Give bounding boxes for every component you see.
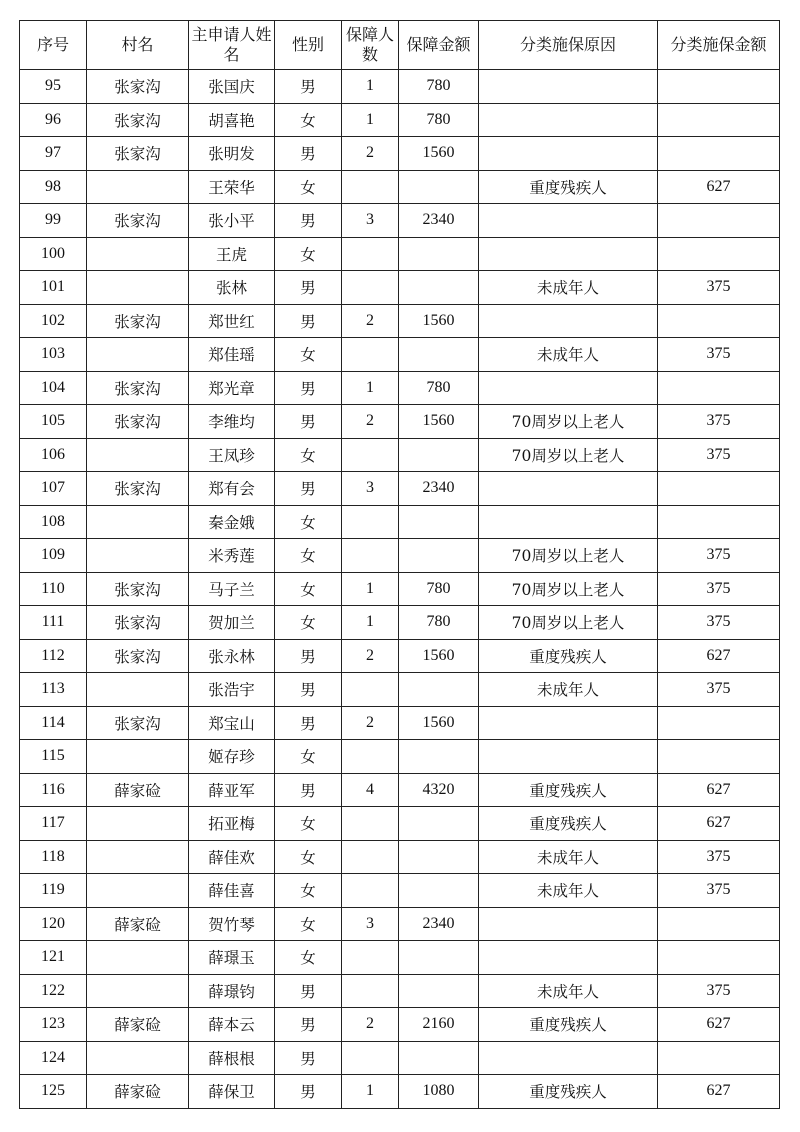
serial-cell: 124 bbox=[20, 1041, 87, 1075]
extra-amount-cell: 627 bbox=[658, 170, 780, 204]
serial-cell: 118 bbox=[20, 840, 87, 874]
amount-cell: 4320 bbox=[399, 773, 479, 807]
extra-amount-cell bbox=[658, 472, 780, 506]
reason-cell: 重度残疾人 bbox=[479, 807, 658, 841]
extra-amount-cell: 627 bbox=[658, 807, 780, 841]
village-cell: 张家沟 bbox=[87, 639, 189, 673]
amount-cell bbox=[399, 874, 479, 908]
table-row bbox=[20, 137, 780, 171]
amount-cell: 780 bbox=[399, 103, 479, 137]
extra-amount-cell: 375 bbox=[658, 338, 780, 372]
serial-cell: 102 bbox=[20, 304, 87, 338]
village-cell bbox=[87, 271, 189, 305]
table-row bbox=[20, 1008, 780, 1042]
header-row bbox=[20, 21, 780, 70]
gender-cell: 女 bbox=[275, 807, 342, 841]
reason-cell: 70周岁以上老人 bbox=[479, 539, 658, 573]
applicant-name-cell: 张国庆 bbox=[189, 70, 275, 104]
gender-cell: 男 bbox=[275, 773, 342, 807]
serial-cell: 112 bbox=[20, 639, 87, 673]
serial-cell: 115 bbox=[20, 740, 87, 774]
person-count-cell: 2 bbox=[342, 304, 399, 338]
header-cell: 序号 bbox=[20, 21, 87, 70]
gender-cell: 男 bbox=[275, 204, 342, 238]
extra-amount-cell: 627 bbox=[658, 1008, 780, 1042]
reason-cell: 70周岁以上老人 bbox=[479, 405, 658, 439]
applicant-name-cell: 薛璟玉 bbox=[189, 941, 275, 975]
amount-cell: 780 bbox=[399, 606, 479, 640]
reason-cell bbox=[479, 204, 658, 238]
village-cell bbox=[87, 237, 189, 271]
table-row bbox=[20, 70, 780, 104]
person-count-cell: 2 bbox=[342, 405, 399, 439]
person-count-cell bbox=[342, 271, 399, 305]
serial-cell: 109 bbox=[20, 539, 87, 573]
person-count-cell: 2 bbox=[342, 1008, 399, 1042]
table-row bbox=[20, 606, 780, 640]
gender-cell: 女 bbox=[275, 572, 342, 606]
amount-cell bbox=[399, 170, 479, 204]
reason-cell: 未成年人 bbox=[479, 874, 658, 908]
table-row bbox=[20, 539, 780, 573]
serial-cell: 105 bbox=[20, 405, 87, 439]
applicant-name-cell: 秦金娥 bbox=[189, 505, 275, 539]
serial-cell: 107 bbox=[20, 472, 87, 506]
gender-cell: 女 bbox=[275, 740, 342, 774]
village-cell bbox=[87, 1041, 189, 1075]
amount-cell bbox=[399, 941, 479, 975]
reason-cell: 70周岁以上老人 bbox=[479, 572, 658, 606]
person-count-cell bbox=[342, 338, 399, 372]
reason-cell bbox=[479, 706, 658, 740]
serial-cell: 125 bbox=[20, 1075, 87, 1109]
gender-cell: 男 bbox=[275, 304, 342, 338]
table-row bbox=[20, 204, 780, 238]
gender-cell: 女 bbox=[275, 237, 342, 271]
person-count-cell: 3 bbox=[342, 472, 399, 506]
extra-amount-cell: 375 bbox=[658, 606, 780, 640]
reason-cell: 未成年人 bbox=[479, 974, 658, 1008]
reason-cell bbox=[479, 371, 658, 405]
person-count-cell: 1 bbox=[342, 606, 399, 640]
header-cell: 主申请人姓名 bbox=[189, 21, 275, 70]
applicant-name-cell: 张浩宇 bbox=[189, 673, 275, 707]
amount-cell: 2340 bbox=[399, 472, 479, 506]
applicant-name-cell: 王荣华 bbox=[189, 170, 275, 204]
extra-amount-cell: 375 bbox=[658, 874, 780, 908]
gender-cell: 女 bbox=[275, 941, 342, 975]
serial-cell: 113 bbox=[20, 673, 87, 707]
serial-cell: 110 bbox=[20, 572, 87, 606]
reason-cell: 未成年人 bbox=[479, 338, 658, 372]
gender-cell: 女 bbox=[275, 103, 342, 137]
gender-cell: 男 bbox=[275, 371, 342, 405]
applicant-name-cell: 张明发 bbox=[189, 137, 275, 171]
gender-cell: 女 bbox=[275, 840, 342, 874]
table-row bbox=[20, 874, 780, 908]
extra-amount-cell: 375 bbox=[658, 673, 780, 707]
table-row bbox=[20, 773, 780, 807]
header-cell: 分类施保金额 bbox=[658, 21, 780, 70]
amount-cell bbox=[399, 740, 479, 774]
gender-cell: 男 bbox=[275, 974, 342, 1008]
reason-cell bbox=[479, 237, 658, 271]
table-body bbox=[20, 70, 780, 1109]
village-cell bbox=[87, 941, 189, 975]
extra-amount-cell bbox=[658, 137, 780, 171]
extra-amount-cell bbox=[658, 907, 780, 941]
amount-cell bbox=[399, 539, 479, 573]
village-cell: 张家沟 bbox=[87, 405, 189, 439]
village-cell bbox=[87, 974, 189, 1008]
table-row bbox=[20, 572, 780, 606]
applicant-name-cell: 薛根根 bbox=[189, 1041, 275, 1075]
extra-amount-cell: 375 bbox=[658, 539, 780, 573]
serial-cell: 97 bbox=[20, 137, 87, 171]
applicant-name-cell: 郑有会 bbox=[189, 472, 275, 506]
applicant-name-cell: 郑光章 bbox=[189, 371, 275, 405]
person-count-cell: 1 bbox=[342, 1075, 399, 1109]
table-row bbox=[20, 907, 780, 941]
gender-cell: 男 bbox=[275, 271, 342, 305]
extra-amount-cell: 375 bbox=[658, 271, 780, 305]
person-count-cell bbox=[342, 170, 399, 204]
gender-cell: 女 bbox=[275, 338, 342, 372]
village-cell bbox=[87, 874, 189, 908]
extra-amount-cell bbox=[658, 237, 780, 271]
amount-cell bbox=[399, 673, 479, 707]
amount-cell: 1560 bbox=[399, 706, 479, 740]
person-count-cell bbox=[342, 941, 399, 975]
reason-cell: 重度残疾人 bbox=[479, 1075, 658, 1109]
village-cell bbox=[87, 740, 189, 774]
village-cell bbox=[87, 673, 189, 707]
serial-cell: 108 bbox=[20, 505, 87, 539]
village-cell: 张家沟 bbox=[87, 706, 189, 740]
village-cell: 薛家硷 bbox=[87, 907, 189, 941]
applicant-name-cell: 薛本云 bbox=[189, 1008, 275, 1042]
table-row bbox=[20, 673, 780, 707]
village-cell bbox=[87, 807, 189, 841]
reason-cell: 重度残疾人 bbox=[479, 639, 658, 673]
person-count-cell bbox=[342, 740, 399, 774]
amount-cell bbox=[399, 807, 479, 841]
applicant-name-cell: 米秀莲 bbox=[189, 539, 275, 573]
table-row bbox=[20, 840, 780, 874]
reason-cell: 重度残疾人 bbox=[479, 773, 658, 807]
village-cell: 张家沟 bbox=[87, 572, 189, 606]
extra-amount-cell bbox=[658, 941, 780, 975]
amount-cell bbox=[399, 271, 479, 305]
gender-cell: 女 bbox=[275, 539, 342, 573]
table-row bbox=[20, 706, 780, 740]
serial-cell: 98 bbox=[20, 170, 87, 204]
extra-amount-cell bbox=[658, 70, 780, 104]
amount-cell: 1560 bbox=[399, 405, 479, 439]
extra-amount-cell bbox=[658, 304, 780, 338]
reason-cell bbox=[479, 70, 658, 104]
applicant-name-cell: 马子兰 bbox=[189, 572, 275, 606]
reason-cell: 未成年人 bbox=[479, 271, 658, 305]
extra-amount-cell bbox=[658, 1041, 780, 1075]
person-count-cell: 1 bbox=[342, 371, 399, 405]
applicant-name-cell: 贺加兰 bbox=[189, 606, 275, 640]
gender-cell: 男 bbox=[275, 706, 342, 740]
applicant-name-cell: 李维均 bbox=[189, 405, 275, 439]
table-row bbox=[20, 371, 780, 405]
gender-cell: 男 bbox=[275, 472, 342, 506]
village-cell: 张家沟 bbox=[87, 371, 189, 405]
applicant-name-cell: 薛亚军 bbox=[189, 773, 275, 807]
serial-cell: 119 bbox=[20, 874, 87, 908]
extra-amount-cell: 627 bbox=[658, 1075, 780, 1109]
person-count-cell bbox=[342, 438, 399, 472]
extra-amount-cell: 627 bbox=[658, 639, 780, 673]
extra-amount-cell: 627 bbox=[658, 773, 780, 807]
subsidy-table bbox=[19, 20, 780, 1109]
header-cell: 分类施保原因 bbox=[479, 21, 658, 70]
reason-cell: 70周岁以上老人 bbox=[479, 606, 658, 640]
amount-cell: 2160 bbox=[399, 1008, 479, 1042]
person-count-cell: 3 bbox=[342, 907, 399, 941]
village-cell: 张家沟 bbox=[87, 304, 189, 338]
table-row bbox=[20, 639, 780, 673]
applicant-name-cell: 薛保卫 bbox=[189, 1075, 275, 1109]
header-cell: 保障人数 bbox=[342, 21, 399, 70]
person-count-cell bbox=[342, 539, 399, 573]
reason-cell bbox=[479, 304, 658, 338]
gender-cell: 男 bbox=[275, 673, 342, 707]
reason-cell bbox=[479, 103, 658, 137]
table-row bbox=[20, 505, 780, 539]
amount-cell bbox=[399, 338, 479, 372]
extra-amount-cell: 375 bbox=[658, 840, 780, 874]
table-row bbox=[20, 271, 780, 305]
extra-amount-cell bbox=[658, 505, 780, 539]
reason-cell: 未成年人 bbox=[479, 673, 658, 707]
person-count-cell bbox=[342, 840, 399, 874]
person-count-cell bbox=[342, 673, 399, 707]
header-cell: 性别 bbox=[275, 21, 342, 70]
table-row bbox=[20, 472, 780, 506]
extra-amount-cell: 375 bbox=[658, 572, 780, 606]
person-count-cell: 2 bbox=[342, 639, 399, 673]
reason-cell bbox=[479, 1041, 658, 1075]
village-cell: 薛家硷 bbox=[87, 773, 189, 807]
person-count-cell bbox=[342, 807, 399, 841]
amount-cell bbox=[399, 438, 479, 472]
village-cell bbox=[87, 338, 189, 372]
extra-amount-cell: 375 bbox=[658, 974, 780, 1008]
serial-cell: 103 bbox=[20, 338, 87, 372]
amount-cell bbox=[399, 1041, 479, 1075]
gender-cell: 男 bbox=[275, 405, 342, 439]
table-row bbox=[20, 974, 780, 1008]
amount-cell bbox=[399, 505, 479, 539]
extra-amount-cell bbox=[658, 204, 780, 238]
serial-cell: 100 bbox=[20, 237, 87, 271]
serial-cell: 104 bbox=[20, 371, 87, 405]
village-cell: 薛家硷 bbox=[87, 1075, 189, 1109]
gender-cell: 女 bbox=[275, 438, 342, 472]
amount-cell: 2340 bbox=[399, 204, 479, 238]
person-count-cell: 3 bbox=[342, 204, 399, 238]
table-row bbox=[20, 807, 780, 841]
person-count-cell: 4 bbox=[342, 773, 399, 807]
gender-cell: 男 bbox=[275, 639, 342, 673]
table-row bbox=[20, 237, 780, 271]
amount-cell: 1560 bbox=[399, 137, 479, 171]
table-row bbox=[20, 1075, 780, 1109]
gender-cell: 女 bbox=[275, 170, 342, 204]
table-row bbox=[20, 103, 780, 137]
reason-cell bbox=[479, 740, 658, 774]
person-count-cell: 2 bbox=[342, 706, 399, 740]
applicant-name-cell: 张小平 bbox=[189, 204, 275, 238]
applicant-name-cell: 郑世红 bbox=[189, 304, 275, 338]
reason-cell: 重度残疾人 bbox=[479, 1008, 658, 1042]
person-count-cell bbox=[342, 874, 399, 908]
gender-cell: 男 bbox=[275, 70, 342, 104]
table-row bbox=[20, 438, 780, 472]
village-cell: 张家沟 bbox=[87, 204, 189, 238]
serial-cell: 117 bbox=[20, 807, 87, 841]
applicant-name-cell: 王虎 bbox=[189, 237, 275, 271]
gender-cell: 女 bbox=[275, 505, 342, 539]
village-cell: 张家沟 bbox=[87, 103, 189, 137]
applicant-name-cell: 王凤珍 bbox=[189, 438, 275, 472]
village-cell: 张家沟 bbox=[87, 472, 189, 506]
serial-cell: 114 bbox=[20, 706, 87, 740]
applicant-name-cell: 薛佳喜 bbox=[189, 874, 275, 908]
reason-cell: 重度残疾人 bbox=[479, 170, 658, 204]
serial-cell: 106 bbox=[20, 438, 87, 472]
applicant-name-cell: 拓亚梅 bbox=[189, 807, 275, 841]
extra-amount-cell bbox=[658, 103, 780, 137]
serial-cell: 96 bbox=[20, 103, 87, 137]
applicant-name-cell: 姬存珍 bbox=[189, 740, 275, 774]
amount-cell bbox=[399, 840, 479, 874]
serial-cell: 120 bbox=[20, 907, 87, 941]
serial-cell: 123 bbox=[20, 1008, 87, 1042]
person-count-cell: 1 bbox=[342, 572, 399, 606]
reason-cell: 70周岁以上老人 bbox=[479, 438, 658, 472]
applicant-name-cell: 郑宝山 bbox=[189, 706, 275, 740]
header-cell: 村名 bbox=[87, 21, 189, 70]
reason-cell bbox=[479, 907, 658, 941]
extra-amount-cell bbox=[658, 371, 780, 405]
extra-amount-cell bbox=[658, 740, 780, 774]
gender-cell: 女 bbox=[275, 907, 342, 941]
applicant-name-cell: 张林 bbox=[189, 271, 275, 305]
applicant-name-cell: 薛佳欢 bbox=[189, 840, 275, 874]
village-cell: 张家沟 bbox=[87, 70, 189, 104]
serial-cell: 116 bbox=[20, 773, 87, 807]
person-count-cell: 1 bbox=[342, 70, 399, 104]
serial-cell: 122 bbox=[20, 974, 87, 1008]
amount-cell bbox=[399, 237, 479, 271]
extra-amount-cell: 375 bbox=[658, 405, 780, 439]
reason-cell bbox=[479, 137, 658, 171]
table-row bbox=[20, 304, 780, 338]
village-cell bbox=[87, 539, 189, 573]
serial-cell: 95 bbox=[20, 70, 87, 104]
amount-cell: 780 bbox=[399, 70, 479, 104]
serial-cell: 101 bbox=[20, 271, 87, 305]
table-row bbox=[20, 1041, 780, 1075]
applicant-name-cell: 胡喜艳 bbox=[189, 103, 275, 137]
person-count-cell: 1 bbox=[342, 103, 399, 137]
gender-cell: 女 bbox=[275, 606, 342, 640]
gender-cell: 女 bbox=[275, 874, 342, 908]
person-count-cell bbox=[342, 237, 399, 271]
village-cell: 薛家硷 bbox=[87, 1008, 189, 1042]
table-row bbox=[20, 338, 780, 372]
amount-cell: 1560 bbox=[399, 639, 479, 673]
village-cell bbox=[87, 840, 189, 874]
serial-cell: 111 bbox=[20, 606, 87, 640]
serial-cell: 121 bbox=[20, 941, 87, 975]
reason-cell bbox=[479, 505, 658, 539]
gender-cell: 男 bbox=[275, 1075, 342, 1109]
gender-cell: 男 bbox=[275, 1041, 342, 1075]
applicant-name-cell: 贺竹琴 bbox=[189, 907, 275, 941]
reason-cell bbox=[479, 941, 658, 975]
amount-cell: 780 bbox=[399, 371, 479, 405]
reason-cell: 未成年人 bbox=[479, 840, 658, 874]
village-cell bbox=[87, 438, 189, 472]
amount-cell bbox=[399, 974, 479, 1008]
amount-cell: 2340 bbox=[399, 907, 479, 941]
person-count-cell bbox=[342, 1041, 399, 1075]
table-row bbox=[20, 740, 780, 774]
applicant-name-cell: 郑佳瑶 bbox=[189, 338, 275, 372]
amount-cell: 1560 bbox=[399, 304, 479, 338]
person-count-cell: 2 bbox=[342, 137, 399, 171]
table-row bbox=[20, 170, 780, 204]
reason-cell bbox=[479, 472, 658, 506]
applicant-name-cell: 薛璟钧 bbox=[189, 974, 275, 1008]
gender-cell: 男 bbox=[275, 1008, 342, 1042]
extra-amount-cell bbox=[658, 706, 780, 740]
village-cell: 张家沟 bbox=[87, 606, 189, 640]
amount-cell: 1080 bbox=[399, 1075, 479, 1109]
extra-amount-cell: 375 bbox=[658, 438, 780, 472]
header-cell: 保障金额 bbox=[399, 21, 479, 70]
serial-cell: 99 bbox=[20, 204, 87, 238]
village-cell bbox=[87, 170, 189, 204]
village-cell: 张家沟 bbox=[87, 137, 189, 171]
gender-cell: 男 bbox=[275, 137, 342, 171]
table-row bbox=[20, 941, 780, 975]
person-count-cell bbox=[342, 505, 399, 539]
applicant-name-cell: 张永林 bbox=[189, 639, 275, 673]
person-count-cell bbox=[342, 974, 399, 1008]
table-row bbox=[20, 405, 780, 439]
amount-cell: 780 bbox=[399, 572, 479, 606]
village-cell bbox=[87, 505, 189, 539]
